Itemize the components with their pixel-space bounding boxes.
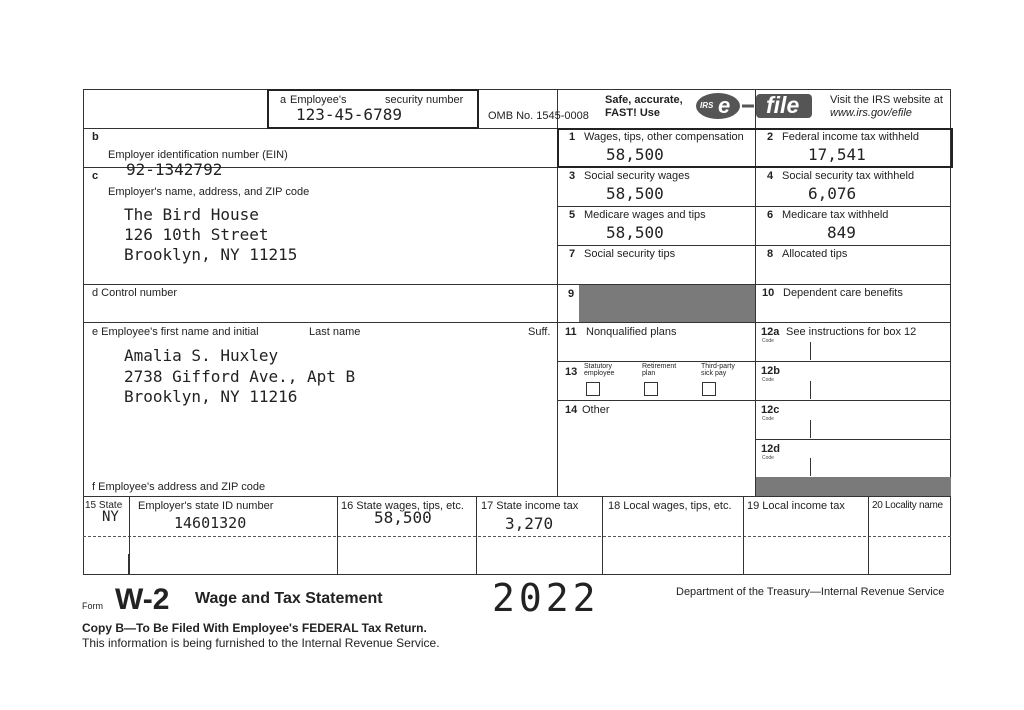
box-12a-label: See instructions for box 12 [786,326,917,338]
statutory-employee-label: Statutory employee [584,363,615,377]
statutory-employee-checkbox[interactable] [586,382,600,396]
box-14-label: Other [582,404,610,416]
treasury-department: Department of the Treasury—Internal Revenue Service [676,586,945,598]
box-11-number: 11 [565,326,577,338]
box-3-value[interactable]: 58,500 [606,184,664,203]
ein-label: Employer identification number (EIN) [108,149,288,161]
box-b-letter: b [92,131,99,143]
box-17-label: 17 State income tax [481,500,579,512]
box-6-value[interactable]: 849 [827,223,856,242]
box-16-value[interactable]: 58,500 [374,508,432,527]
ein-value[interactable]: 92-1342792 [126,160,223,179]
box-3-number: 3 [569,170,576,182]
box-6-label: Medicare tax withheld [782,209,889,221]
employee-suffix-label: Suff. [528,326,551,338]
retirement-plan-checkbox[interactable] [644,382,658,396]
safe-accurate-text: Safe, accurate, [605,94,683,106]
employer-name-label: Employer's name, address, and ZIP code [108,186,310,198]
box-18-label: 18 Local wages, tips, etc. [608,500,732,512]
box-12-shaded [756,477,951,496]
control-number-label: d Control number [92,287,177,299]
box-12b-number: 12b [761,365,780,377]
box-14-number: 14 [565,404,578,416]
box-7-number: 7 [569,248,576,260]
employee-street[interactable]: 2738 Gifford Ave., Apt B [124,367,356,386]
box-19-label: 19 Local income tax [747,500,845,512]
efile-e-text: e [718,93,731,118]
box-2-number: 2 [767,131,774,143]
irs-info-notice: This information is being furnished to the Internal Revenue Service. [82,636,440,650]
box-4-value[interactable]: 6,076 [808,184,857,203]
box-12d-code-label: Code [762,455,774,461]
box-1-label: Wages, tips, other compensation [584,131,744,143]
ssn-label-letter: a [280,94,287,106]
retirement-plan-label: Retirement plan [642,363,677,377]
box-20-label: 20 Locality name [872,500,943,511]
box-12a-code-label: Code [762,338,774,344]
efile-logo [694,91,816,121]
visit-irs-text: Visit the IRS website at [830,94,943,106]
irs-efile-url[interactable]: www.irs.gov/efile [830,107,912,119]
box-16-label: 16 State wages, tips, etc. [341,500,464,512]
box-1-number: 1 [569,131,576,143]
efile-file-text: file [766,92,800,118]
box-12b-code-label: Code [762,377,774,383]
box-13-number: 13 [565,366,578,378]
box-2-label: Federal income tax withheld [782,131,919,143]
employee-first-name-label: e Employee's first name and initial [92,326,259,338]
box-6-number: 6 [767,209,774,221]
box-2-value[interactable]: 17,541 [808,145,866,164]
employer-city[interactable]: Brooklyn, NY 11215 [124,245,298,264]
box-12c-number: 12c [761,404,780,416]
box-5-label: Medicare wages and tips [584,209,706,221]
box-12a-number: 12a [761,326,780,338]
box-5-value[interactable]: 58,500 [606,223,664,242]
box-8-number: 8 [767,248,774,260]
employee-last-name-label: Last name [309,326,361,338]
form-name: W-2 [115,583,170,616]
third-party-sick-pay-label: Third-party sick pay [701,363,735,377]
tax-year: 2022 [492,576,600,620]
box-3-label: Social security wages [584,170,690,182]
box-5-number: 5 [569,209,576,221]
state-code[interactable]: NY [102,509,119,525]
form-title: Wage and Tax Statement [195,590,383,607]
employee-city[interactable]: Brooklyn, NY 11216 [124,387,298,406]
copy-b-instruction: Copy B—To Be Filed With Employee's FEDERAL Tax Return. [82,621,427,635]
efile-irs-text: IRS [700,101,714,110]
box-10-number: 10 [762,287,775,299]
box-4-number: 4 [767,170,774,182]
employer-street[interactable]: 126 10th Street [124,225,269,244]
ssn-label-employee: Employee's [290,94,347,106]
box-17-value[interactable]: 3,270 [505,514,554,533]
box-9-number: 9 [568,288,575,300]
ssn-value[interactable]: 123-45-6789 [296,105,402,124]
omb-number: OMB No. 1545-0008 [488,110,589,122]
fast-use-text: FAST! Use [605,107,661,119]
box-15-id-label: Employer's state ID number [138,500,274,512]
box-c-letter: c [92,170,99,182]
box-12c-code-label: Code [762,416,774,422]
state-id-number[interactable]: 14601320 [174,514,247,532]
employer-name[interactable]: The Bird House [124,205,259,224]
third-party-sick-pay-checkbox[interactable] [702,382,716,396]
box-8-label: Allocated tips [782,248,848,260]
box-1-value[interactable]: 58,500 [606,145,664,164]
employee-address-label: f Employee's address and ZIP code [92,481,266,493]
box-7-label: Social security tips [584,248,676,260]
box-15-label: 15 State [85,500,123,511]
employee-name[interactable]: Amalia S. Huxley [124,346,279,365]
box-12d-number: 12d [761,443,780,455]
box-4-label: Social security tax withheld [782,170,915,182]
box-10-label: Dependent care benefits [783,287,903,299]
box-9-shaded [579,285,755,322]
box-11-label: Nonqualified plans [586,326,677,338]
form-word: Form [82,601,103,611]
ssn-label-security: security number [385,94,464,106]
